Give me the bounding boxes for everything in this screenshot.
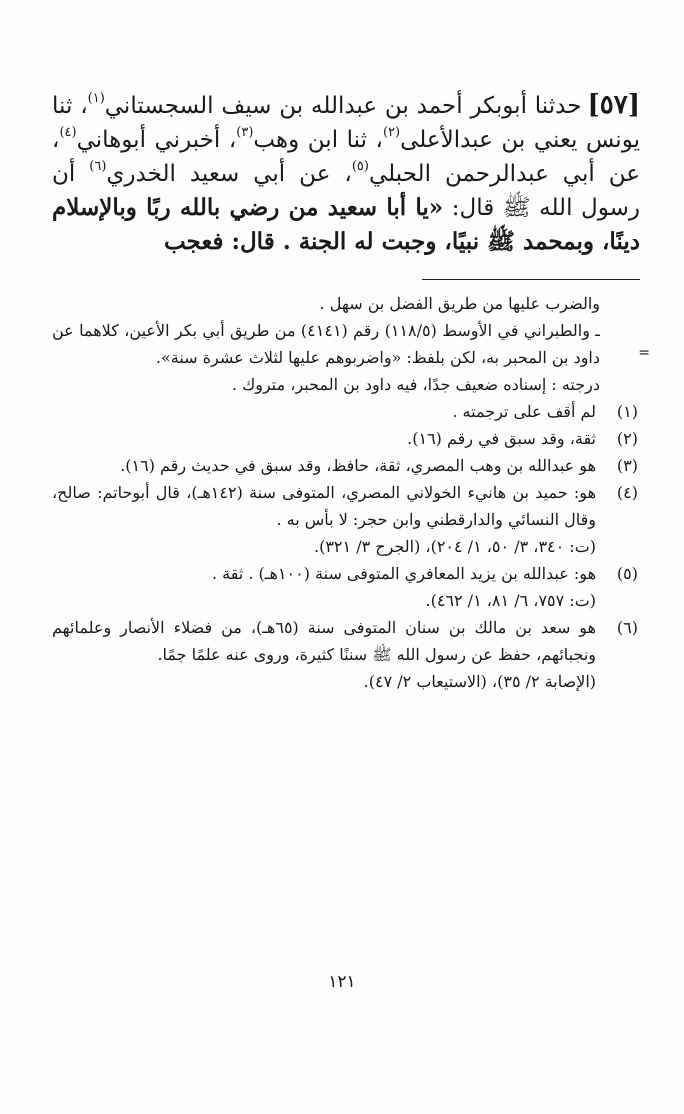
footnote-ref-4: (٤) [59, 125, 77, 140]
footnote-number: (٥) [616, 564, 638, 583]
footnote-text: هو: عبدالله بن يزيد المعافري المتوفى سنة (١٠٠هـ) . ثقة . [212, 564, 596, 583]
footnote-ref-5: (٥) [351, 159, 369, 174]
footnote-number: (١) [616, 402, 638, 421]
footnote-reference: (ت: ٧٥٧، ٦/ ٨١، ١/ ٤٦٢). [425, 591, 596, 610]
page-number: ١٢١ [328, 972, 356, 992]
footnote-ref-2: (٢) [382, 125, 401, 140]
footnote-separator [422, 279, 640, 280]
footnote-reference: (ت: ٣٤٠، ٣/ ٥٠، ١/ ٢٠٤)، (الجرح ٣/ ٣٢١). [314, 537, 596, 556]
continued-line-3: درجته : إسناده ضعيف جدًا، فيه داود بن المحبر، متروك . [231, 375, 600, 394]
hadith-text [52, 88, 640, 259]
footnote-ref-1: (١) [87, 91, 105, 106]
footnote-ref-3: (٣) [236, 125, 254, 140]
hadith-segment: ، أخبرني أبوهاني [76, 127, 237, 153]
footnote-text: ثقة، وقد سبق في رقم (١٦). [407, 429, 596, 448]
hadith-segment: ، ثنا ابن وهب [253, 127, 383, 153]
footnote-1 [52, 398, 640, 425]
footnote-ref-6: (٦) [89, 159, 107, 174]
hadith-matn: «يا أبا سعيد من رضي بالله ربًا وبالإسلام دينًا، وبمحمد ﷺ نبيًا، وجبت له الجنة . قال: فعجب [52, 194, 640, 255]
footnote-number: (٤) [616, 483, 638, 502]
footnotes-section [52, 290, 640, 695]
hadith-segment: أن رسول الله ﷺ قال: [52, 161, 640, 221]
footnote-6 [52, 614, 640, 695]
footnote-2 [52, 425, 640, 452]
footnote-text-wrap [52, 479, 596, 560]
footnote-separator-wrap [52, 259, 640, 290]
hadith-number: [٥٧] [587, 90, 641, 120]
footnote-number: (٦) [616, 618, 638, 637]
footnote-text: هو: حميد بن هانيء الخولاني المصري، المتوفى سنة (١٤٢هـ)، قال أبوحاتم: صالح، وقال النسائي والدارقطني وابن حجر: لا بأس به . [52, 483, 597, 529]
footnote-4 [52, 479, 640, 560]
continued-line-1: والضرب عليها من طريق الفضل بن سهل . [319, 294, 600, 313]
continuation-mark: = [638, 345, 650, 361]
hadith-segment: ، عن أبي سعيد الخدري [106, 161, 352, 187]
hadith-segment: ، عن أبي عبدالرحمن الحبلي [52, 127, 640, 187]
footnote-3 [52, 452, 640, 479]
continued-line-2: ـ والطبراني في الأوسط (١١٨/٥) رقم (٤١٤١) من طريق أبي بكر الأعين، كلاهما عن داود بن المحبر به، لكن بلفظ: «واضربوهم عليها لثلاث عشرة سنة». [52, 321, 600, 367]
footnote-text: لم أقف على ترجمته . [452, 402, 596, 421]
footnote-text: هو سعد بن مالك بن سنان المتوفى سنة (٦٥هـ)، من فضلاء الأنصار وعلمائهم ونجبائهم، حفظ عن رسول الله ﷺ سننًا كثيرة، وروى عنه علمًا جمًا. [52, 618, 597, 664]
footnote-5 [52, 560, 640, 614]
continued-footnote [52, 290, 640, 398]
footnote-text: هو عبدالله بن وهب المصري، ثقة، حافظ، وقد سبق في حديث رقم (١٦). [120, 456, 596, 475]
hadith-segment: ، ثنا يونس يعني بن عبدالأعلى [52, 93, 640, 153]
footnote-reference: (الإصابة ٢/ ٣٥)، (الاستيعاب ٢/ ٤٧). [363, 672, 596, 691]
footnote-text-wrap [52, 614, 596, 695]
hadith-segment: حدثنا أبوبكر أحمد بن عبدالله بن سيف السجستاني [104, 93, 582, 119]
footnote-number: (٢) [616, 429, 638, 448]
footnote-number: (٣) [616, 456, 638, 475]
footnote-text-wrap [52, 560, 596, 614]
